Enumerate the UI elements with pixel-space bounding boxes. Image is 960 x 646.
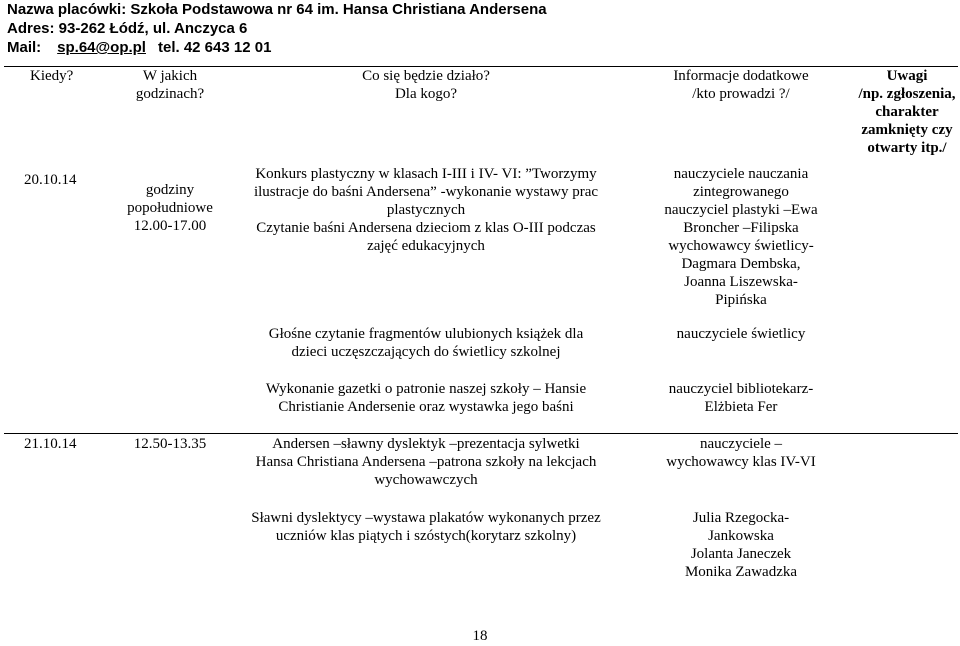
column-header-notes: Uwagi /np. zgłoszenia, charakter zamknięty czy otwarty itp./ bbox=[856, 67, 958, 161]
row-notes bbox=[856, 434, 958, 509]
row-hours bbox=[114, 509, 226, 595]
row-event: Głośne czytanie fragmentów ulubionych książek dla dzieci uczęszczających do świetlicy szkolnej bbox=[268, 325, 584, 360]
row-event: Andersen –sławny dyslektyk –prezentacja sylwetki Hansa Christiana Andersena –patrona szkoły na lekcjach wychowawczych bbox=[226, 434, 626, 509]
row-date: 21.10.14 bbox=[4, 434, 114, 509]
institution-contact bbox=[7, 38, 547, 57]
row-date bbox=[4, 509, 114, 595]
table-row bbox=[4, 509, 958, 595]
row-notes bbox=[856, 161, 958, 325]
row-event: Konkurs plastyczny w klasach I-III i IV- VI: ”Tworzymy ilustracje do baśni Andersena” -wykonanie wystawy prac plastycznych Czytanie baśni Andersena dzieciom z klas O-III podczas zajęć edukacyjnych bbox=[253, 165, 599, 254]
mail-link[interactable]: sp.64@op.pl bbox=[57, 39, 146, 56]
mail-label: Mail: bbox=[7, 39, 42, 56]
row-date bbox=[4, 325, 114, 380]
phone-number: tel. 42 643 12 01 bbox=[157, 39, 272, 56]
row-notes bbox=[856, 325, 958, 380]
row-event: Sławni dyslektycy –wystawa plakatów wykonanych przez uczniów klas piątych i szóstych(korytarz szkolny) bbox=[251, 509, 601, 544]
institution-name: Nazwa placówki: Szkoła Podstawowa nr 64 im. Hansa Christiana Andersena bbox=[7, 1, 547, 18]
column-header-event: Co się będzie działo? Dla kogo? bbox=[226, 67, 626, 161]
institution-header bbox=[7, 0, 547, 57]
schedule-table bbox=[4, 66, 958, 595]
column-header-when: Kiedy? bbox=[4, 67, 114, 161]
row-event: Wykonanie gazetki o patronie naszej szkoły – Hansie Christianie Andersenie oraz wystawka jego baśni bbox=[265, 380, 587, 415]
page-number: 18 bbox=[472, 628, 488, 644]
row-info: nauczyciele – wychowawcy klas IV-VI bbox=[626, 434, 856, 509]
row-hours bbox=[114, 325, 226, 380]
row-date: 20.10.14 bbox=[24, 171, 77, 188]
table-header-row bbox=[4, 67, 958, 161]
institution-address: Adres: 93-262 Łódź, ul. Anczyca 6 bbox=[7, 20, 248, 37]
row-hours bbox=[114, 380, 226, 434]
table-row bbox=[4, 325, 958, 380]
table-row bbox=[4, 434, 958, 509]
table-row bbox=[4, 380, 958, 434]
row-info: nauczyciele świetlicy bbox=[676, 325, 806, 342]
row-date bbox=[4, 380, 114, 434]
column-header-info: Informacje dodatkowe /kto prowadzi ?/ bbox=[626, 67, 856, 161]
column-header-hours: W jakich godzinach? bbox=[114, 67, 226, 161]
row-notes bbox=[856, 509, 958, 595]
row-info: nauczyciele nauczania zintegrowanego nauczyciel plastyki –Ewa Broncher –Filipska wychowawcy świetlicy- Dagmara Dembska, Joanna Liszewska- Pipińska bbox=[664, 165, 818, 308]
row-info: nauczyciel bibliotekarz- Elżbieta Fer bbox=[668, 380, 814, 415]
row-hours: 12.50-13.35 bbox=[114, 434, 226, 509]
row-notes bbox=[856, 380, 958, 434]
row-info: Julia Rzegocka- Jankowska Jolanta Janeczek Monika Zawadzka bbox=[684, 509, 798, 580]
row-hours: godziny popołudniowe 12.00-17.00 bbox=[127, 181, 213, 234]
table-row bbox=[4, 161, 958, 325]
